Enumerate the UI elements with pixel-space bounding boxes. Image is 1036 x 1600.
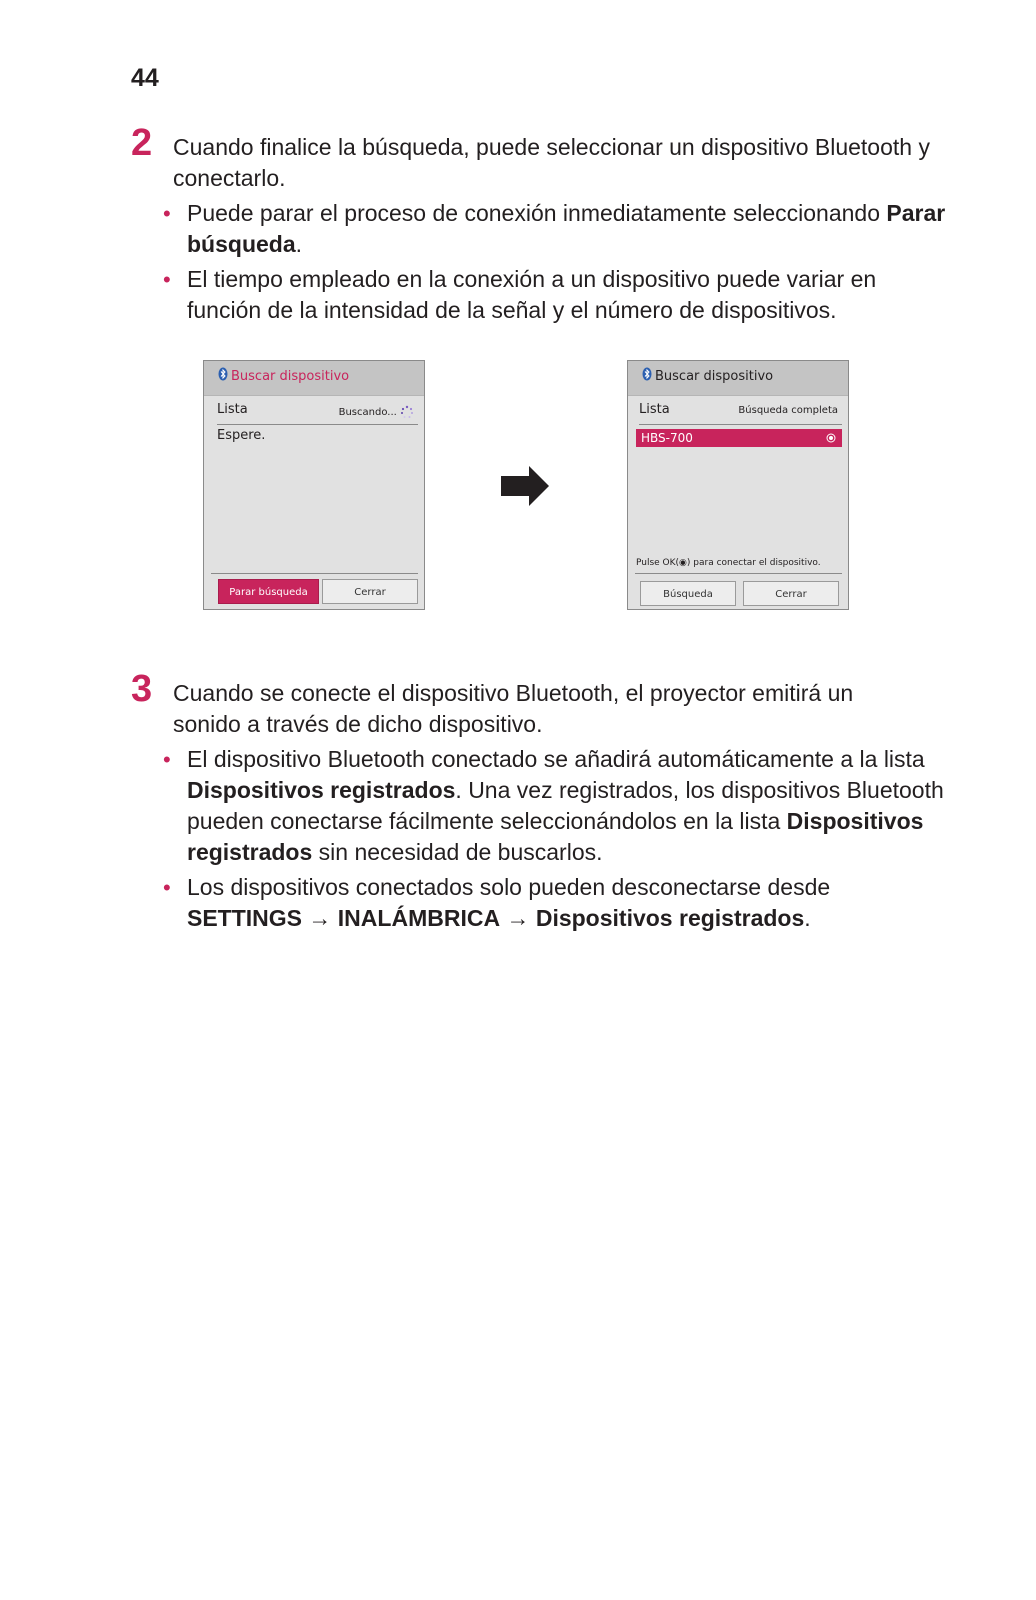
bullet-text: sin necesidad de buscarlos. bbox=[312, 839, 603, 865]
step-text: Cuando finalice la búsqueda, puede seleccionar un dispositivo Bluetooth y conectarlo. bbox=[173, 134, 930, 191]
bullet-text: El dispositivo Bluetooth conectado se añadirá automáticamente a la lista bbox=[187, 746, 925, 772]
dialog-title: Buscar dispositivo bbox=[655, 369, 774, 384]
dialog-header bbox=[628, 361, 848, 396]
bullet-text: . Una vez registrados, los dispositivos Bluetooth pueden conectarse fácilmente seleccionándolos en la lista bbox=[187, 777, 944, 834]
dialog-searching bbox=[203, 360, 425, 610]
bullet-item bbox=[160, 744, 950, 868]
dialog-complete bbox=[627, 360, 849, 610]
bullet-item bbox=[160, 264, 950, 326]
bullet-icon: • bbox=[163, 267, 171, 292]
list-label: Lista bbox=[639, 402, 670, 417]
bullet-text: El tiempo empleado en la conexión a un dispositivo puede variar en función de la intensidad de la señal y el número de dispositivos. bbox=[187, 266, 877, 323]
bullet-text-end: . bbox=[804, 905, 811, 931]
search-button[interactable]: Búsqueda bbox=[640, 581, 736, 606]
bold-term: Dispositivos registrados bbox=[187, 808, 924, 865]
status-label: Buscando... bbox=[338, 407, 397, 418]
bullet-icon: • bbox=[163, 201, 171, 226]
device-list-item[interactable] bbox=[636, 429, 842, 447]
list-label: Lista bbox=[217, 402, 248, 417]
page-number: 44 bbox=[131, 64, 159, 92]
path-arrow: → bbox=[302, 905, 338, 931]
path-arrow: → bbox=[500, 905, 536, 931]
bullet-icon: • bbox=[163, 875, 171, 900]
menu-path-registered: Dispositivos registrados bbox=[535, 905, 805, 931]
wait-message: Espere. bbox=[217, 428, 266, 443]
radio-selected-icon bbox=[826, 433, 836, 443]
step-2-bullets bbox=[160, 198, 950, 330]
step-number: 3 bbox=[131, 668, 153, 710]
bullet-item bbox=[160, 198, 950, 260]
close-button[interactable]: Cerrar bbox=[743, 581, 839, 606]
loading-spinner-icon bbox=[400, 405, 414, 419]
close-button[interactable]: Cerrar bbox=[322, 579, 418, 604]
stop-search-button[interactable]: Parar búsqueda bbox=[218, 579, 319, 604]
menu-path-wireless: INALÁMBRICA bbox=[337, 905, 501, 931]
status-text: Búsqueda completa bbox=[738, 405, 838, 416]
arrow-right-icon bbox=[501, 466, 551, 506]
divider bbox=[635, 573, 842, 574]
step-text: Cuando se conecte el dispositivo Bluetooth, el proyector emitirá un sonido a través de dicho dispositivo. bbox=[173, 680, 854, 737]
list-header bbox=[217, 402, 418, 425]
menu-path-settings: SETTINGS bbox=[187, 905, 303, 931]
status-text bbox=[339, 405, 414, 419]
bold-term: Dispositivos registrados bbox=[187, 777, 456, 803]
list-header bbox=[639, 402, 842, 425]
bullet-text-end: . bbox=[295, 231, 303, 257]
divider bbox=[211, 573, 418, 574]
bold-term: Parar búsqueda bbox=[187, 200, 946, 257]
step-3-bullets bbox=[160, 744, 950, 938]
connect-hint: Pulse OK(◉) para conectar el dispositivo. bbox=[636, 558, 821, 568]
bullet-icon: • bbox=[163, 747, 171, 772]
step-number: 2 bbox=[131, 122, 153, 164]
bluetooth-icon bbox=[218, 367, 228, 381]
bullet-text: Puede parar el proceso de conexión inmediatamente seleccionando bbox=[187, 200, 887, 226]
dialog-header bbox=[204, 361, 424, 396]
bullet-text: Los dispositivos conectados solo pueden desconectarse desde bbox=[187, 874, 831, 900]
bluetooth-icon bbox=[642, 367, 652, 381]
bullet-item bbox=[160, 872, 950, 934]
device-name: HBS-700 bbox=[641, 431, 693, 445]
dialog-title: Buscar dispositivo bbox=[231, 369, 350, 384]
